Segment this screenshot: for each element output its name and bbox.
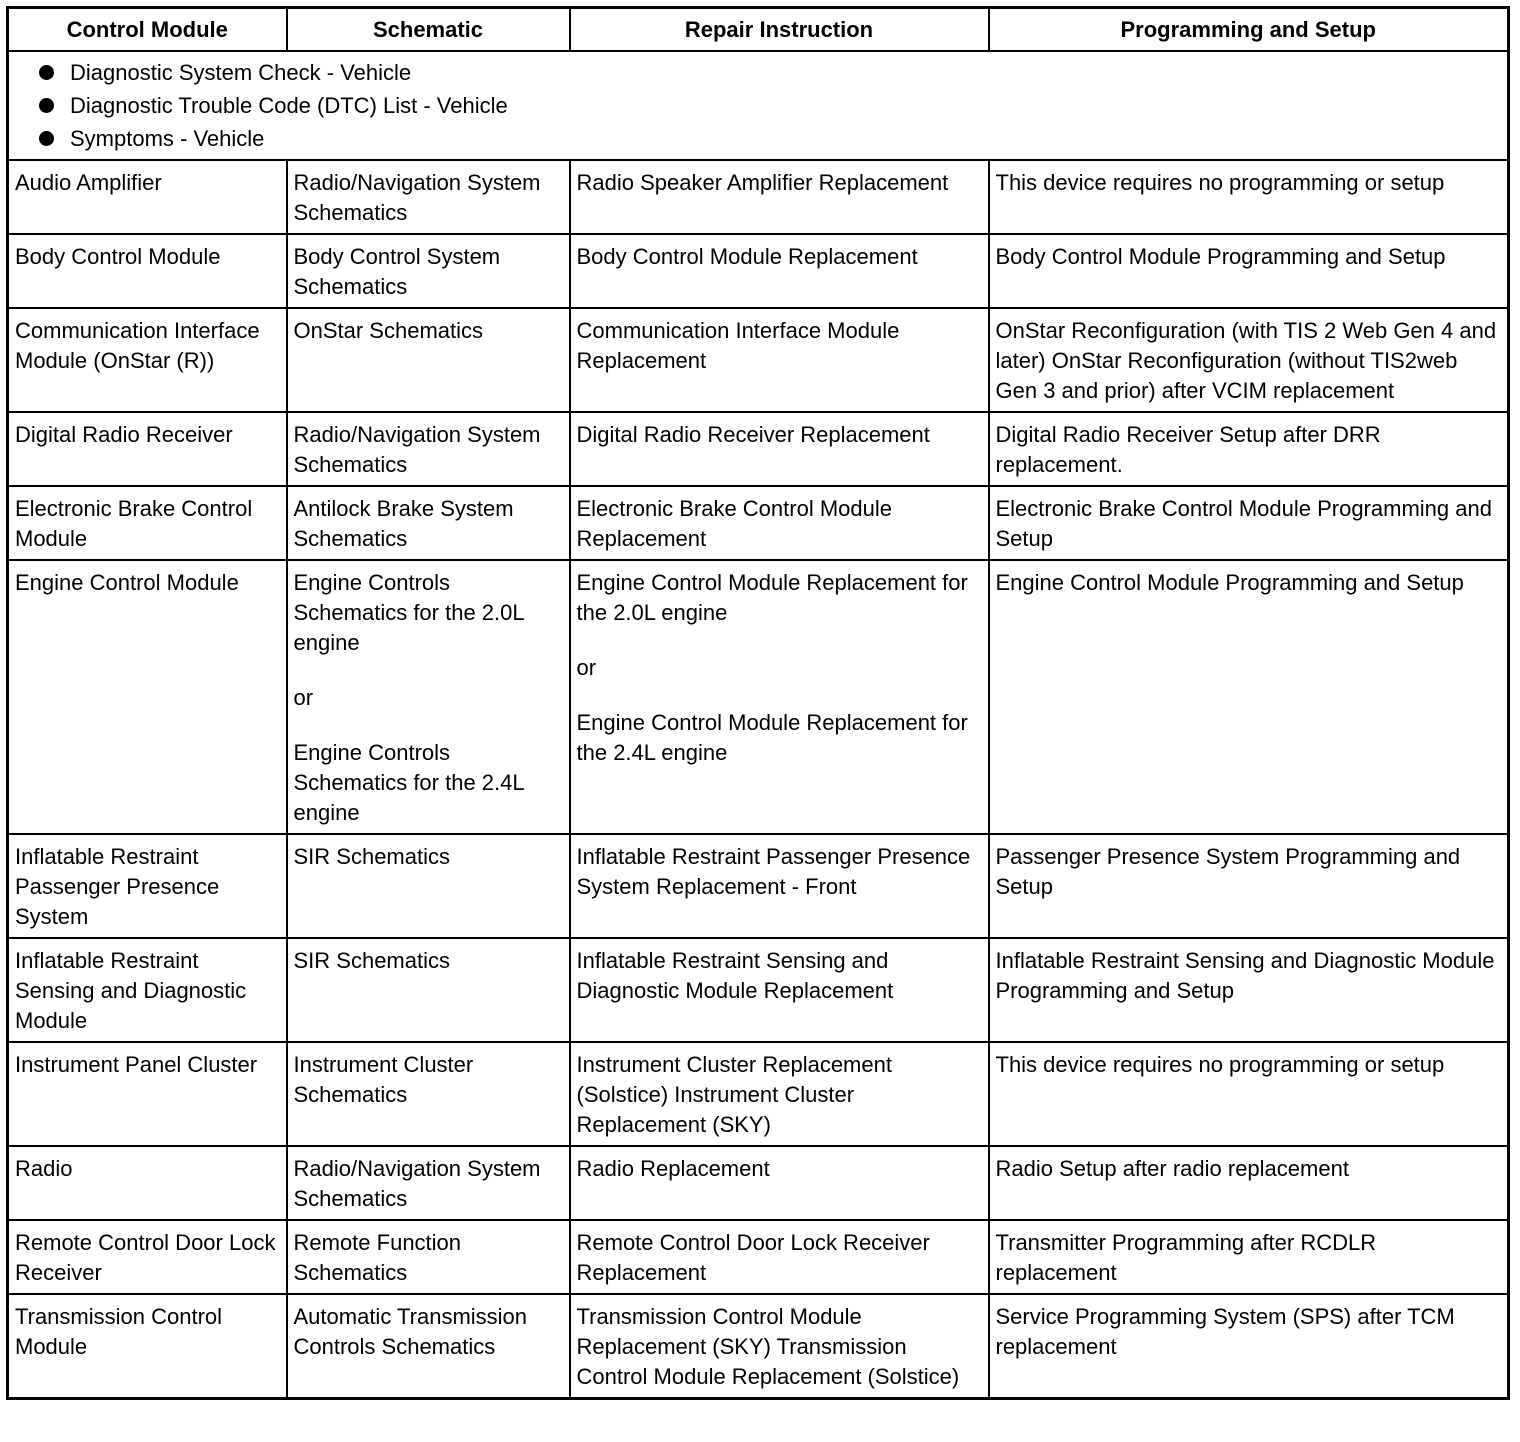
module-name: Remote Control Door Lock Receiver bbox=[15, 1230, 276, 1285]
programming-setup-link[interactable]: Body Control Module Programming and Setup bbox=[995, 244, 1446, 269]
schematic-link[interactable]: SIR Schematics bbox=[293, 948, 450, 973]
module-name: Electronic Brake Control Module bbox=[15, 496, 253, 551]
schematic-link[interactable]: OnStar Schematics bbox=[293, 318, 484, 343]
programming-setup-link[interactable]: Inflatable Restraint Sensing and Diagnostic Module Programming and Setup bbox=[995, 948, 1495, 1003]
general-links-list bbox=[15, 56, 1502, 155]
schematic-link[interactable]: Automatic Transmission Controls Schematics bbox=[293, 1304, 528, 1359]
module-name: Inflatable Restraint Passenger Presence System bbox=[15, 844, 220, 929]
programming-setup-cell bbox=[989, 560, 1509, 834]
repair-instruction-cell bbox=[570, 1146, 989, 1220]
schematic-link[interactable]: Radio/Navigation System Schematics bbox=[293, 1156, 541, 1211]
programming-setup-link[interactable]: Digital Radio Receiver Setup after DRR replacement. bbox=[995, 422, 1381, 477]
link-dtc-list[interactable]: Diagnostic Trouble Code (DTC) List - Vehicle bbox=[37, 89, 1502, 122]
header-repair-instruction: Repair Instruction bbox=[570, 8, 989, 52]
programming-setup-cell bbox=[989, 412, 1509, 486]
schematic-cell bbox=[287, 834, 570, 938]
table-row bbox=[8, 234, 1509, 308]
programming-setup-link[interactable]: Service Programming System (SPS) after TCM replacement bbox=[995, 1304, 1455, 1359]
schematic-cell bbox=[287, 1146, 570, 1220]
module-name: Instrument Panel Cluster bbox=[15, 1052, 258, 1077]
programming-setup-cell bbox=[989, 234, 1509, 308]
control-module-cell bbox=[8, 486, 287, 560]
programming-setup-cell bbox=[989, 1294, 1509, 1399]
module-name: Audio Amplifier bbox=[15, 170, 162, 195]
schematic-link[interactable]: Engine Controls Schematics for the 2.0L engine bbox=[293, 570, 524, 655]
schematic-cell bbox=[287, 1294, 570, 1399]
table-row bbox=[8, 1146, 1509, 1220]
module-name: Communication Interface Module (OnStar (R)) bbox=[15, 318, 260, 373]
repair-instruction-cell bbox=[570, 486, 989, 560]
table-row bbox=[8, 560, 1509, 834]
schematic-link[interactable]: Body Control System Schematics bbox=[293, 244, 501, 299]
repair-instruction-link[interactable]: Communication Interface Module Replacement bbox=[576, 318, 900, 373]
table-row bbox=[8, 308, 1509, 412]
programming-setup-cell bbox=[989, 160, 1509, 234]
schematic-cell bbox=[287, 1042, 570, 1146]
or-separator: or bbox=[576, 655, 597, 680]
header-programming-setup: Programming and Setup bbox=[989, 8, 1509, 52]
link-symptoms[interactable]: Symptoms - Vehicle bbox=[37, 122, 1502, 155]
header-row bbox=[8, 8, 1509, 52]
programming-setup-cell bbox=[989, 834, 1509, 938]
schematic-link[interactable]: Instrument Cluster Schematics bbox=[293, 1052, 474, 1107]
control-module-cell bbox=[8, 1042, 287, 1146]
control-module-cell bbox=[8, 308, 287, 412]
control-module-cell bbox=[8, 1146, 287, 1220]
repair-instruction-cell bbox=[570, 234, 989, 308]
table-row bbox=[8, 1294, 1509, 1399]
schematic-link[interactable]: Antilock Brake System Schematics bbox=[293, 496, 514, 551]
control-module-cell bbox=[8, 1220, 287, 1294]
repair-instruction-link[interactable]: Remote Control Door Lock Receiver Replacement bbox=[576, 1230, 930, 1285]
repair-instruction-link[interactable]: Electronic Brake Control Module Replacement bbox=[576, 496, 892, 551]
schematic-cell bbox=[287, 412, 570, 486]
control-module-cell bbox=[8, 560, 287, 834]
table-row bbox=[8, 1220, 1509, 1294]
repair-instruction-link[interactable]: Inflatable Restraint Passenger Presence System Replacement - Front bbox=[576, 844, 971, 899]
schematic-cell bbox=[287, 1220, 570, 1294]
schematic-cell bbox=[287, 308, 570, 412]
repair-instruction-link[interactable]: Radio Replacement bbox=[576, 1156, 770, 1181]
repair-instruction-cell bbox=[570, 938, 989, 1042]
repair-instruction-link[interactable]: Digital Radio Receiver Replacement bbox=[576, 422, 930, 447]
control-module-cell bbox=[8, 412, 287, 486]
schematic-cell bbox=[287, 938, 570, 1042]
control-module-cell bbox=[8, 834, 287, 938]
programming-setup-link[interactable]: Radio Setup after radio replacement bbox=[995, 1156, 1349, 1181]
programming-setup-link[interactable]: This device requires no programming or setup bbox=[995, 170, 1445, 195]
general-links-row bbox=[8, 51, 1509, 160]
programming-setup-link[interactable]: Transmitter Programming after RCDLR replacement bbox=[995, 1230, 1377, 1285]
repair-instruction-cell bbox=[570, 1042, 989, 1146]
module-name: Transmission Control Module bbox=[15, 1304, 223, 1359]
module-name: Engine Control Module bbox=[15, 570, 239, 595]
table-row bbox=[8, 412, 1509, 486]
or-separator: or bbox=[293, 685, 314, 710]
table-row bbox=[8, 160, 1509, 234]
repair-instruction-cell bbox=[570, 1220, 989, 1294]
programming-setup-cell bbox=[989, 1146, 1509, 1220]
general-links-cell bbox=[8, 51, 1509, 160]
module-name: Inflatable Restraint Sensing and Diagnostic Module bbox=[15, 948, 247, 1033]
table-row bbox=[8, 486, 1509, 560]
programming-setup-cell bbox=[989, 938, 1509, 1042]
schematic-cell bbox=[287, 560, 570, 834]
programming-setup-link[interactable]: This device requires no programming or setup bbox=[995, 1052, 1445, 1077]
repair-instruction-cell bbox=[570, 160, 989, 234]
link-diagnostic-system-check[interactable]: Diagnostic System Check - Vehicle bbox=[37, 56, 1502, 89]
programming-setup-link[interactable]: Electronic Brake Control Module Programming and Setup bbox=[995, 496, 1492, 551]
module-name: Body Control Module bbox=[15, 244, 221, 269]
programming-setup-cell bbox=[989, 308, 1509, 412]
table-row bbox=[8, 834, 1509, 938]
schematic-link[interactable]: Radio/Navigation System Schematics bbox=[293, 422, 541, 477]
repair-instruction-link[interactable]: Transmission Control Module Replacement (SKY) Transmission Control Module Replacement (Solstice) bbox=[576, 1304, 960, 1389]
header-control-module: Control Module bbox=[8, 8, 287, 52]
programming-setup-cell bbox=[989, 486, 1509, 560]
module-name: Digital Radio Receiver bbox=[15, 422, 233, 447]
header-schematic: Schematic bbox=[287, 8, 570, 52]
repair-instruction-cell bbox=[570, 834, 989, 938]
table-row bbox=[8, 1042, 1509, 1146]
programming-setup-link[interactable]: OnStar Reconfiguration (with TIS 2 Web Gen 4 and later) OnStar Reconfiguration (without TIS2web Gen 3 and prior) after VCIM replacement bbox=[995, 318, 1497, 403]
schematic-link[interactable]: Radio/Navigation System Schematics bbox=[293, 170, 541, 225]
control-module-table bbox=[6, 6, 1510, 1400]
repair-instruction-link[interactable]: Engine Control Module Replacement for the 2.0L engine bbox=[576, 570, 968, 625]
repair-instruction-link[interactable]: Radio Speaker Amplifier Replacement bbox=[576, 170, 949, 195]
repair-instruction-link[interactable]: Instrument Cluster Replacement (Solstice) Instrument Cluster Replacement (SKY) bbox=[576, 1052, 892, 1137]
schematic-link[interactable]: Engine Controls Schematics for the 2.4L engine bbox=[293, 740, 524, 825]
schematic-link[interactable]: Remote Function Schematics bbox=[293, 1230, 462, 1285]
programming-setup-cell bbox=[989, 1220, 1509, 1294]
programming-setup-link[interactable]: Engine Control Module Programming and Setup bbox=[995, 570, 1464, 595]
control-module-cell bbox=[8, 938, 287, 1042]
schematic-cell bbox=[287, 234, 570, 308]
schematic-cell bbox=[287, 486, 570, 560]
repair-instruction-link[interactable]: Inflatable Restraint Sensing and Diagnostic Module Replacement bbox=[576, 948, 894, 1003]
repair-instruction-cell bbox=[570, 560, 989, 834]
control-module-cell bbox=[8, 234, 287, 308]
control-module-cell bbox=[8, 1294, 287, 1399]
module-name: Radio bbox=[15, 1156, 73, 1181]
control-module-cell bbox=[8, 160, 287, 234]
repair-instruction-link[interactable]: Body Control Module Replacement bbox=[576, 244, 918, 269]
schematic-cell bbox=[287, 160, 570, 234]
repair-instruction-link[interactable]: Engine Control Module Replacement for the 2.4L engine bbox=[576, 710, 968, 765]
programming-setup-cell bbox=[989, 1042, 1509, 1146]
repair-instruction-cell bbox=[570, 308, 989, 412]
table-row bbox=[8, 938, 1509, 1042]
repair-instruction-cell bbox=[570, 412, 989, 486]
schematic-link[interactable]: SIR Schematics bbox=[293, 844, 450, 869]
programming-setup-link[interactable]: Passenger Presence System Programming and Setup bbox=[995, 844, 1461, 899]
repair-instruction-cell bbox=[570, 1294, 989, 1399]
